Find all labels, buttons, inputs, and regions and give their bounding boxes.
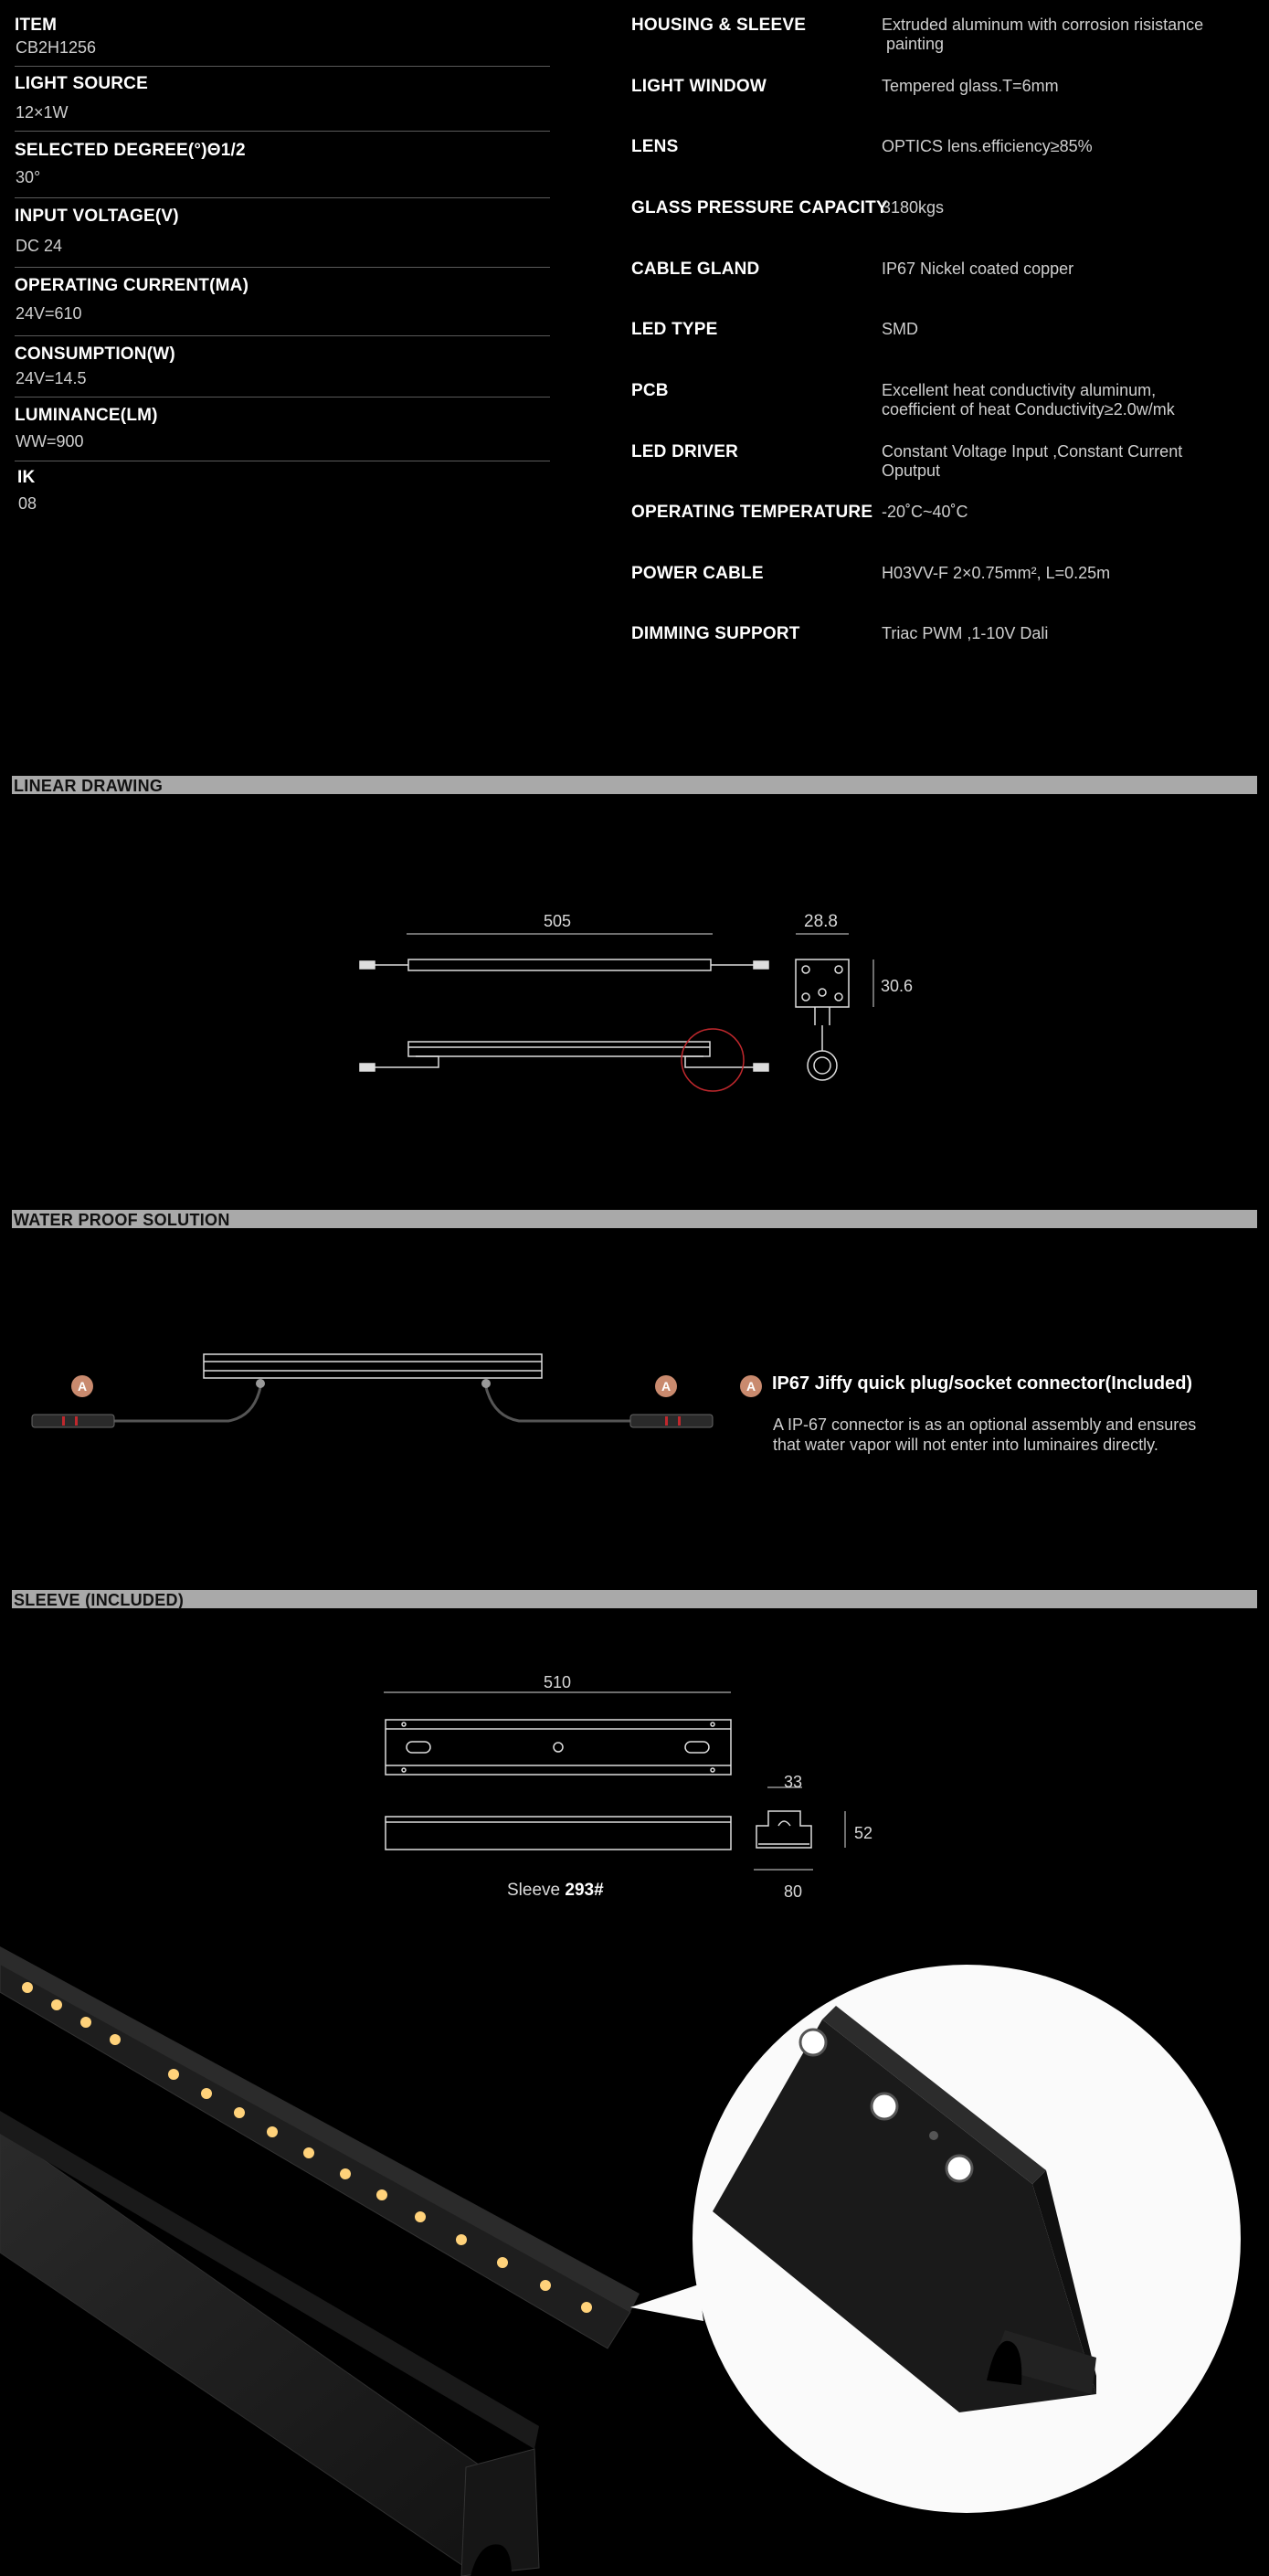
dimension-width: 28.8 bbox=[804, 912, 838, 931]
spec-row-lens bbox=[631, 137, 1262, 197]
spec-label: LUMINANCE(LM) bbox=[15, 406, 158, 425]
sleeve-caption bbox=[507, 1881, 604, 1901]
spec-row-consumption bbox=[15, 336, 550, 398]
spec-label: OPERATING CURRENT(MA) bbox=[15, 276, 249, 295]
spec-value-line: Constant Voltage Input ,Constant Current bbox=[882, 442, 1183, 461]
sleeve-height: 52 bbox=[854, 1824, 873, 1842]
spec-value: DC 24 bbox=[16, 237, 63, 255]
product-photo bbox=[0, 1937, 1269, 2576]
spec-value bbox=[882, 381, 1265, 419]
spec-label: GLASS PRESSURE CAPACITY bbox=[631, 198, 888, 217]
section-header-linear-drawing bbox=[12, 776, 1257, 794]
spec-label: HOUSING & SLEEVE bbox=[631, 16, 807, 35]
spec-label: PCB bbox=[631, 381, 669, 400]
spec-value: 08 bbox=[18, 494, 37, 513]
connector-description-line: A IP-67 connector is as an optional assembly and ensures bbox=[773, 1415, 1197, 1434]
badge-a-legend: A bbox=[740, 1375, 762, 1397]
spec-row-input-voltage bbox=[15, 198, 550, 268]
spec-row-housing bbox=[631, 16, 1262, 76]
sleeve-bottom-width: 80 bbox=[784, 1882, 803, 1901]
sleeve-caption-prefix: Sleeve bbox=[507, 1881, 566, 1900]
sleeve-length: 510 bbox=[544, 1673, 572, 1691]
spec-label: IK bbox=[17, 468, 36, 487]
spec-value: -20˚C~40˚C bbox=[882, 503, 968, 521]
spec-row-power-cable bbox=[631, 564, 1262, 624]
spec-value: 12×1W bbox=[16, 103, 69, 122]
spec-row-degree bbox=[15, 132, 550, 198]
spec-row-glass-pressure bbox=[631, 198, 1262, 259]
spec-label: CABLE GLAND bbox=[631, 260, 760, 279]
spec-value: IP67 Nickel coated copper bbox=[882, 260, 1074, 278]
dimension-height: 30.6 bbox=[881, 977, 914, 995]
connector-description bbox=[773, 1415, 1196, 1455]
spec-label: LED TYPE bbox=[631, 320, 718, 339]
spec-value: SMD bbox=[882, 320, 918, 338]
connector-title: IP67 Jiffy quick plug/socket connector(Included) bbox=[772, 1373, 1193, 1394]
section-header-sleeve bbox=[12, 1590, 1257, 1608]
connector-description-line: that water vapor will not enter into luminaires directly. bbox=[773, 1436, 1158, 1454]
spec-row-ik bbox=[15, 461, 550, 525]
spec-label: LED DRIVER bbox=[631, 442, 739, 461]
spec-value: CB2H1256 bbox=[16, 38, 97, 57]
spec-value: 24V=610 bbox=[16, 304, 82, 323]
spec-value bbox=[882, 16, 1265, 54]
spec-value-line: painting bbox=[882, 35, 945, 53]
badge-a-left: A bbox=[71, 1375, 93, 1397]
spec-value: OPTICS lens.efficiency≥85% bbox=[882, 137, 1093, 155]
section-title: SLEEVE (INCLUDED) bbox=[14, 1591, 185, 1609]
spec-row-luminance bbox=[15, 398, 550, 461]
spec-value: 3180kgs bbox=[882, 198, 945, 217]
spec-value: WW=900 bbox=[16, 432, 84, 451]
spec-label: OPERATING TEMPERATURE bbox=[631, 503, 873, 522]
spec-row-operating-current bbox=[15, 268, 550, 336]
spec-label: LIGHT SOURCE bbox=[15, 74, 148, 93]
section-header-water-proof bbox=[12, 1210, 1257, 1228]
sleeve-top-width: 33 bbox=[784, 1773, 803, 1791]
spec-label: SELECTED DEGREE(°)Θ1/2 bbox=[15, 141, 246, 160]
spec-label: CONSUMPTION(W) bbox=[15, 345, 175, 364]
spec-row-operating-temperature bbox=[631, 503, 1262, 563]
sleeve-caption-code: 293# bbox=[565, 1881, 604, 1900]
spec-row-dimming-support bbox=[631, 624, 1262, 684]
section-title: LINEAR DRAWING bbox=[14, 777, 164, 795]
spec-row-pcb bbox=[631, 381, 1262, 441]
spec-value-line: Extruded aluminum with corrosion risistance bbox=[882, 16, 1204, 34]
spec-row-led-type bbox=[631, 320, 1262, 380]
spec-value: Triac PWM ,1-10V Dali bbox=[882, 624, 1049, 642]
linear-drawing-figure bbox=[347, 905, 895, 1106]
spec-value-line: Oputput bbox=[882, 461, 941, 480]
dimension-length: 505 bbox=[544, 912, 572, 930]
spec-row-led-driver bbox=[631, 442, 1262, 503]
spec-label: DIMMING SUPPORT bbox=[631, 624, 800, 643]
spec-value: H03VV-F 2×0.75mm², L=0.25m bbox=[882, 564, 1111, 582]
highlight-circle bbox=[682, 1029, 744, 1091]
spec-label: ITEM bbox=[15, 16, 58, 35]
spec-label: POWER CABLE bbox=[631, 564, 764, 583]
spec-value: 24V=14.5 bbox=[16, 369, 87, 387]
spec-row-item bbox=[15, 13, 550, 67]
section-title: WATER PROOF SOLUTION bbox=[14, 1211, 230, 1229]
spec-row-light-source bbox=[15, 67, 550, 132]
spec-value bbox=[882, 442, 1265, 481]
connector-assembly-figure bbox=[18, 1343, 731, 1444]
spec-value: 30° bbox=[16, 168, 41, 186]
spec-value: Tempered glass.T=6mm bbox=[882, 77, 1059, 95]
spec-value-line: coefficient of heat Conductivity≥2.0w/mk bbox=[882, 400, 1175, 419]
spec-label: INPUT VOLTAGE(V) bbox=[15, 207, 179, 226]
spec-row-light-window bbox=[631, 77, 1262, 137]
spec-label: LIGHT WINDOW bbox=[631, 77, 767, 96]
badge-a-right: A bbox=[655, 1375, 677, 1397]
spec-label: LENS bbox=[631, 137, 679, 156]
spec-row-cable-gland bbox=[631, 260, 1262, 320]
spec-value-line: Excellent heat conductivity aluminum, bbox=[882, 381, 1157, 399]
